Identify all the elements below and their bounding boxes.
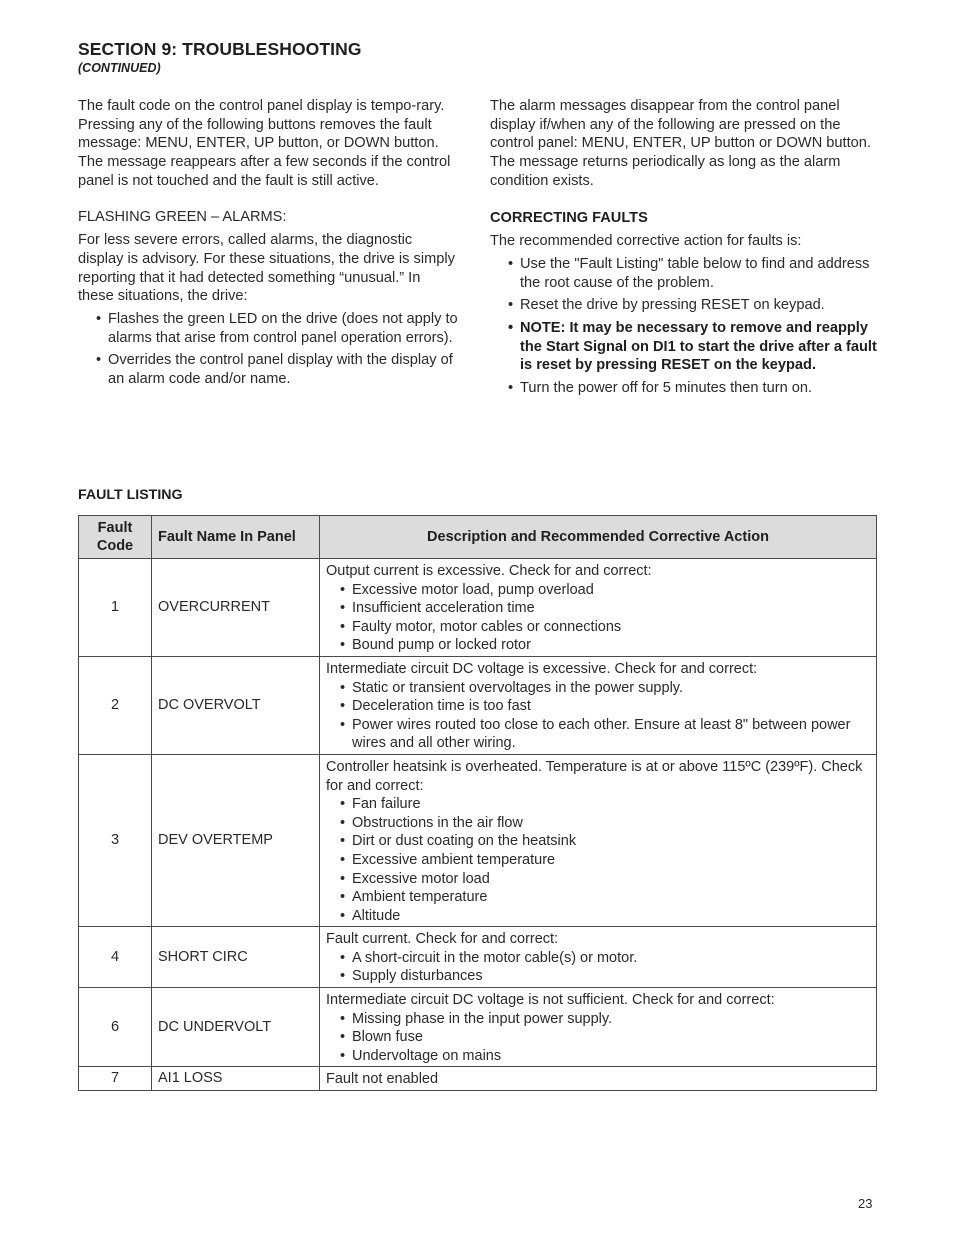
fault-name-cell: DC OVERVOLT bbox=[152, 656, 320, 754]
section-title: SECTION 9: TROUBLESHOOTING bbox=[78, 39, 362, 59]
fault-description-cell bbox=[320, 1067, 877, 1091]
fault-check-item: • Faulty motor, motor cables or connections bbox=[340, 618, 870, 637]
fault-code-cell: 2 bbox=[79, 656, 152, 754]
alarms-text: For less severe errors, called alarms, the diagnostic display is advisory. For these situations, the drive is simply reporting that it had detected something “unusual.” In these situations, the drive: bbox=[78, 232, 455, 305]
fault-check-item: • Excessive motor load bbox=[340, 870, 870, 889]
header-fault-name: Fault Name In Panel bbox=[152, 516, 320, 559]
fault-name-cell: DC UNDERVOLT bbox=[152, 988, 320, 1067]
fault-code-cell: 3 bbox=[79, 754, 152, 926]
fault-check-item: • Missing phase in the input power supply. bbox=[340, 1010, 870, 1029]
table-header-row bbox=[79, 516, 877, 559]
fault-summary: Intermediate circuit DC voltage is not sufficient. Check for and correct: bbox=[326, 992, 775, 1009]
alarm-bullet: • Overrides the control panel display with the display of an alarm code and/or name. bbox=[96, 351, 458, 388]
fault-code-cell: 7 bbox=[79, 1067, 152, 1091]
corrective-bullet: • Reset the drive by pressing RESET on keypad. bbox=[508, 296, 880, 315]
fault-check-item: • Power wires routed too close to each other. Ensure at least 8" between power wires and all other wiring. bbox=[340, 716, 870, 753]
alarm-bullet: • Flashes the green LED on the drive (does not apply to alarms that arise from control panel operation errors). bbox=[96, 310, 458, 347]
fault-summary: Fault current. Check for and correct: bbox=[326, 931, 559, 948]
fault-check-item: • Obstructions in the air flow bbox=[340, 814, 870, 833]
fault-description-cell bbox=[320, 656, 877, 754]
correcting-faults-heading: CORRECTING FAULTS bbox=[490, 209, 648, 226]
fault-summary: Intermediate circuit DC voltage is excessive. Check for and correct: bbox=[326, 660, 758, 677]
fault-description-cell bbox=[320, 559, 877, 657]
right-column bbox=[490, 97, 880, 402]
fault-summary: Fault not enabled bbox=[326, 1071, 439, 1088]
fault-summary: Controller heatsink is overheated. Temperature is at or above 115ºC (239ºF). Check for and correct: bbox=[326, 758, 863, 794]
fault-description-cell bbox=[320, 988, 877, 1067]
fault-check-item: • Dirt or dust coating on the heatsink bbox=[340, 832, 870, 851]
header-description: Description and Recommended Corrective Action bbox=[320, 516, 877, 559]
fault-check-item: • Bound pump or locked rotor bbox=[340, 636, 870, 655]
header-fault-code: Fault Code bbox=[79, 516, 152, 559]
alarm-messages-note: The alarm messages disappear from the control panel display if/when any of the following are pressed on the control panel: MENU, ENTER, UP button or DOWN button. The message returns periodically as long as the alarm condition exists. bbox=[490, 98, 871, 189]
corrective-actions-list bbox=[490, 255, 880, 398]
section-subtitle: (CONTINUED) bbox=[78, 61, 161, 75]
section-heading bbox=[78, 38, 362, 76]
table-row bbox=[79, 559, 877, 657]
fault-description-cell bbox=[320, 927, 877, 988]
fault-check-item: • Excessive ambient temperature bbox=[340, 851, 870, 870]
fault-listing-table bbox=[78, 515, 877, 1091]
fault-code-cell: 1 bbox=[79, 559, 152, 657]
fault-summary: Output current is excessive. Check for and correct: bbox=[326, 563, 652, 579]
fault-check-list bbox=[326, 949, 870, 986]
fault-check-list bbox=[326, 581, 870, 655]
fault-check-item: • Ambient temperature bbox=[340, 888, 870, 907]
fault-name-cell: AI1 LOSS bbox=[152, 1067, 320, 1091]
table-row bbox=[79, 1067, 877, 1091]
fault-check-item: • Blown fuse bbox=[340, 1028, 870, 1047]
correcting-faults-intro: The recommended corrective action for faults is: bbox=[490, 233, 802, 250]
alarms-heading: FLASHING GREEN – ALARMS: bbox=[78, 208, 287, 225]
fault-description-cell bbox=[320, 754, 877, 926]
table-row bbox=[79, 656, 877, 754]
fault-check-item: • Altitude bbox=[340, 907, 870, 926]
corrective-bullet: • Turn the power off for 5 minutes then turn on. bbox=[508, 379, 880, 398]
page-number: 23 bbox=[858, 1196, 873, 1211]
table-row bbox=[79, 927, 877, 988]
fault-check-list bbox=[326, 795, 870, 925]
table-row bbox=[79, 988, 877, 1067]
fault-check-item: • A short-circuit in the motor cable(s) or motor. bbox=[340, 949, 870, 968]
fault-check-item: • Excessive motor load, pump overload bbox=[340, 581, 870, 600]
corrective-bullet: • Use the "Fault Listing" table below to find and address the root cause of the problem. bbox=[508, 255, 880, 292]
fault-name-cell: OVERCURRENT bbox=[152, 559, 320, 657]
fault-check-item: • Static or transient overvoltages in the power supply. bbox=[340, 679, 870, 698]
fault-check-item: • Insufficient acceleration time bbox=[340, 599, 870, 618]
fault-check-item: • Fan failure bbox=[340, 795, 870, 814]
fault-check-list bbox=[326, 679, 870, 753]
left-column bbox=[78, 97, 458, 393]
table-row bbox=[79, 754, 877, 926]
alarm-behavior-list bbox=[78, 310, 458, 389]
fault-check-list bbox=[326, 1010, 870, 1066]
fault-name-cell: SHORT CIRC bbox=[152, 927, 320, 988]
fault-check-item: • Supply disturbances bbox=[340, 967, 870, 986]
fault-code-cell: 4 bbox=[79, 927, 152, 988]
fault-check-item: • Undervoltage on mains bbox=[340, 1047, 870, 1066]
fault-code-cell: 6 bbox=[79, 988, 152, 1067]
fault-listing-title: FAULT LISTING bbox=[78, 487, 183, 503]
corrective-note-bullet: • NOTE: It may be necessary to remove and reapply the Start Signal on DI1 to start the drive after a fault is reset by pressing RESET on the keypad. bbox=[508, 319, 880, 375]
fault-name-cell: DEV OVERTEMP bbox=[152, 754, 320, 926]
fault-code-intro: The fault code on the control panel display is tempo-rary. Pressing any of the following buttons removes the fault message: MENU, ENTER, UP button, or DOWN button. The message reappears after a few seconds if the control panel is not touched and the fault is still active. bbox=[78, 98, 451, 189]
fault-check-item: • Deceleration time is too fast bbox=[340, 697, 870, 716]
